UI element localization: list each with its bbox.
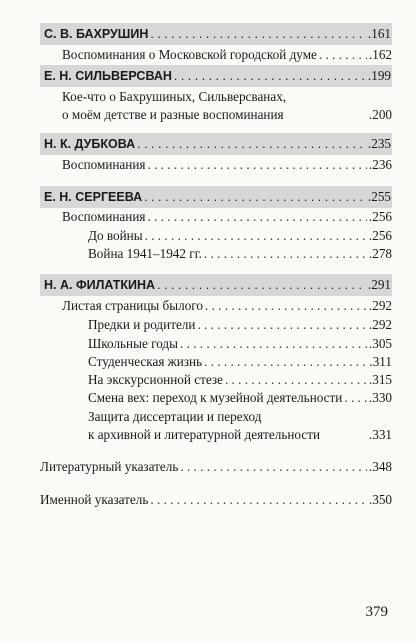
leader-dots bbox=[204, 353, 367, 371]
author-heading bbox=[40, 274, 392, 296]
page-number: .292 bbox=[368, 298, 392, 313]
author-name: Е. Н. СЕРГЕЕВА bbox=[44, 190, 143, 204]
entry-title: Воспоминания bbox=[62, 209, 146, 224]
leader-dots bbox=[204, 245, 367, 263]
toc-entry bbox=[62, 208, 392, 226]
leader-dots bbox=[147, 208, 366, 226]
entry-title-line: Защита диссертации и переход bbox=[88, 409, 262, 424]
toc-entry bbox=[88, 389, 392, 407]
author-name: Н. А. ФИЛАТКИНА bbox=[44, 278, 156, 292]
toc-entry bbox=[40, 491, 392, 509]
leader-dots bbox=[180, 458, 367, 476]
entry-title: Воспоминания о Московской городской думе bbox=[62, 47, 317, 62]
page-number: .330 bbox=[368, 390, 392, 405]
toc-entry bbox=[88, 245, 392, 263]
author-name: Н. К. ДУБКОВА bbox=[44, 137, 136, 151]
toc-entry bbox=[62, 156, 392, 174]
toc-entry bbox=[62, 88, 392, 124]
leader-dots bbox=[147, 156, 366, 174]
entry-title: Именной указатель bbox=[40, 492, 149, 507]
toc-entry bbox=[88, 353, 392, 371]
page-number: .200 bbox=[368, 107, 392, 122]
page-number: .350 bbox=[368, 492, 392, 507]
leader-dots bbox=[150, 491, 367, 509]
leader-dots bbox=[145, 227, 367, 245]
toc-entry bbox=[40, 458, 392, 476]
entry-title-line: к архивной и литературной деятельности bbox=[88, 427, 321, 442]
leader-dots bbox=[180, 335, 367, 353]
page-number: .256 bbox=[368, 209, 392, 224]
page-number: .162 bbox=[368, 47, 392, 62]
page-number: .199 bbox=[367, 68, 391, 83]
page-folio: 379 bbox=[365, 604, 388, 620]
leader-dots bbox=[144, 190, 366, 204]
entry-title: На экскурсионной стезе bbox=[88, 372, 223, 387]
entry-title: До войны bbox=[88, 228, 143, 243]
page-number: .256 bbox=[368, 228, 392, 243]
entry-title: Смена вех: переход к музейной деятельности bbox=[88, 390, 343, 405]
leader-dots bbox=[150, 27, 366, 41]
page-number: .348 bbox=[368, 459, 392, 474]
toc-entry bbox=[88, 408, 392, 444]
toc-entry bbox=[88, 371, 392, 389]
entry-title: Воспоминания bbox=[62, 157, 146, 172]
leader-dots bbox=[205, 297, 367, 315]
toc-entry bbox=[88, 316, 392, 334]
author-name: Е. Н. СИЛЬВЕРСВАН bbox=[44, 69, 172, 83]
page-number: .161 bbox=[367, 26, 391, 41]
entry-title: Листая страницы былого bbox=[62, 298, 203, 313]
page-number: .331 bbox=[368, 427, 392, 442]
entry-title: Литературный указатель bbox=[40, 459, 179, 474]
entry-title: Студенческая жизнь bbox=[88, 354, 203, 369]
page-number: .236 bbox=[368, 157, 392, 172]
toc-entry bbox=[62, 297, 392, 315]
author-heading bbox=[40, 186, 392, 208]
page-number: .305 bbox=[368, 336, 392, 351]
page-number: .278 bbox=[368, 246, 392, 261]
leader-dots bbox=[174, 69, 366, 83]
page-number: .315 bbox=[368, 372, 392, 387]
leader-dots bbox=[197, 316, 366, 334]
toc-entry bbox=[62, 46, 392, 64]
entry-title-line: Кое-что о Бахрушиных, Сильверсванах, bbox=[62, 89, 287, 104]
entry-title: Предки и родители bbox=[88, 317, 196, 332]
entry-title-line: о моём детстве и разные воспоминания bbox=[62, 107, 284, 122]
page-number: .291 bbox=[367, 277, 391, 292]
leader-dots bbox=[157, 278, 366, 292]
leader-dots bbox=[225, 371, 367, 389]
leader-dots bbox=[344, 389, 367, 407]
leader-dots bbox=[319, 46, 367, 64]
author-heading bbox=[40, 65, 392, 87]
entry-title: Школьные годы bbox=[88, 336, 178, 351]
toc-entry bbox=[88, 227, 392, 245]
author-heading bbox=[40, 23, 392, 45]
page-number: .311 bbox=[369, 354, 392, 369]
page-number: .292 bbox=[368, 317, 392, 332]
entry-title: Война 1941–1942 гг. bbox=[88, 246, 202, 261]
page-number: .235 bbox=[367, 136, 391, 151]
page-number: .255 bbox=[367, 189, 391, 204]
author-name: С. В. БАХРУШИН bbox=[44, 27, 149, 41]
toc-entry bbox=[88, 335, 392, 353]
author-heading bbox=[40, 133, 392, 155]
leader-dots bbox=[137, 137, 366, 151]
